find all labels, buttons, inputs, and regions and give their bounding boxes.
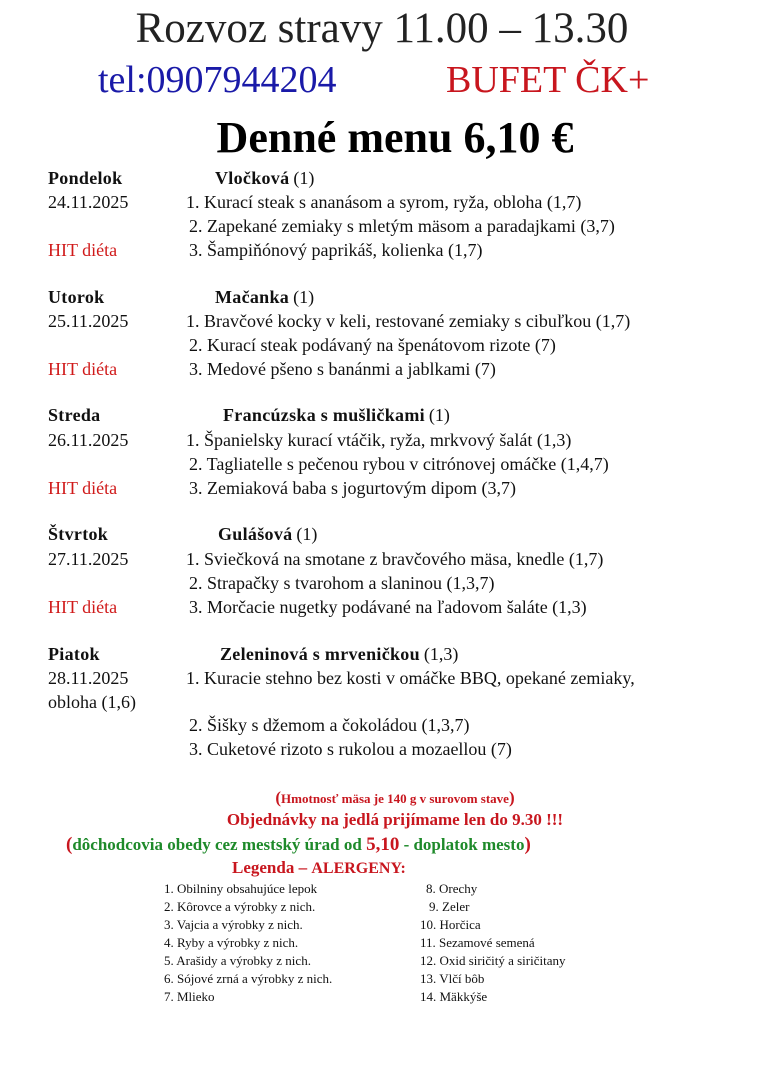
day-name-tuesday: Utorok — [48, 287, 105, 307]
dish-item: 3. Zemiaková baba s jogurtovým dipom (3,7) — [189, 478, 516, 498]
hit-diet-label: HIT diéta — [48, 240, 118, 260]
dish-item: 1. Sviečková na smotane z bravčového mäsa, knedle (1,7) — [186, 549, 604, 569]
date-friday: 28.11.2025 — [48, 668, 129, 688]
dish-item: 3. Medové pšeno s banánmi a jablkami (7) — [189, 359, 496, 379]
allergen-item: 6. Sójové zrná a výrobky z nich. — [164, 971, 333, 986]
date-monday: 24.11.2025 — [48, 192, 129, 212]
dish-item: 1. Kuracie stehno bez kosti v omáčke BBQ, opekané zemiaky, — [186, 668, 635, 688]
order-deadline-note: Objednávky na jedlá prijímame len do 9.30 !!! — [226, 810, 564, 829]
allergen-item: 10. Horčica — [420, 917, 481, 932]
allergen-item: 1. Obilniny obsahujúce lepok — [164, 881, 318, 896]
hit-diet-label: HIT diéta — [48, 597, 118, 617]
allergen-item: 9. Zeler — [429, 899, 470, 914]
dish-item: 2. Zapekané zemiaky s mletým mäsom a paradajkami (3,7) — [189, 216, 615, 236]
delivery-hours: Rozvoz stravy 11.00 – 13.30 — [135, 5, 629, 52]
allergen-item: 12. Oxid siričitý a siričitany — [420, 953, 566, 968]
hit-diet-label: HIT diéta — [48, 478, 118, 498]
soup-name: Francúzska s mušličkami — [223, 405, 425, 425]
dish-item: 1. Španielsky kurací vtáčik, ryža, mrkvový šalát (1,3) — [186, 430, 572, 450]
soup-monday — [215, 168, 314, 189]
soup-allergens: (1) — [293, 168, 315, 188]
soup-allergens: (1,3) — [423, 644, 459, 664]
allergen-item: 4. Ryby a výrobky z nich. — [164, 935, 299, 950]
dish-item: 3. Šampiňónový paprikáš, kolienka (1,7) — [189, 240, 483, 260]
soup-name: Vločková — [215, 168, 290, 188]
soup-wednesday — [223, 405, 450, 426]
soup-allergens: (1) — [296, 524, 318, 544]
date-wednesday: 26.11.2025 — [48, 430, 129, 450]
soup-name: Zeleninová s mrveničkou — [220, 644, 420, 664]
meat-weight-note: (Hmotnosť mäsa je 140 g v surovom stave) — [275, 788, 515, 807]
allergen-item: 5. Arašidy a výrobky z nich. — [164, 953, 311, 968]
day-name-friday: Piatok — [48, 644, 100, 664]
date-thursday: 27.11.2025 — [48, 549, 129, 569]
allergen-item: 7. Mlieko — [164, 989, 215, 1004]
phone-number[interactable]: tel:0907944204 — [98, 59, 337, 101]
soup-thursday — [218, 524, 317, 545]
pensioner-note: (dôchodcovia obedy cez mestský úrad od 5,10 - doplatok mesto) — [66, 834, 531, 855]
dish-item: 3. Cuketové rizoto s rukolou a mozaellou (7) — [189, 739, 512, 759]
allergen-item: 14. Mäkkýše — [420, 989, 488, 1004]
dish-item: 1. Bravčové kocky v keli, restované zemiaky s cibuľkou (1,7) — [186, 311, 631, 331]
allergen-item: 11. Sezamové semená — [420, 935, 535, 950]
soup-allergens: (1) — [428, 405, 450, 425]
day-name-wednesday: Streda — [48, 405, 101, 425]
dish-item: 2. Tagliatelle s pečenou rybou v citrónovej omáčke (1,4,7) — [189, 454, 609, 474]
soup-name: Mačanka — [215, 287, 290, 307]
allergen-item: 13. Vlčí bôb — [420, 971, 485, 986]
allergen-item: 8. Orechy — [426, 881, 478, 896]
dish-item: 3. Morčacie nugetky podávané na ľadovom šaláte (1,3) — [189, 597, 587, 617]
dish-item: 2. Strapačky s tvarohom a slaninou (1,3,7) — [189, 573, 495, 593]
menu-title: Denné menu 6,10 € — [216, 113, 574, 162]
shop-name: BUFET ČK+ — [446, 59, 650, 101]
dish-continuation: obloha (1,6) — [48, 692, 136, 712]
soup-name: Gulášová — [218, 524, 293, 544]
day-name-thursday: Štvrtok — [48, 524, 109, 544]
soup-friday — [220, 644, 458, 665]
soup-tuesday — [215, 287, 314, 308]
day-name-monday: Pondelok — [48, 168, 123, 188]
date-tuesday: 25.11.2025 — [48, 311, 129, 331]
allergen-item: 2. Kôrovce a výrobky z nich. — [164, 899, 316, 914]
allergen-item: 3. Vajcia a výrobky z nich. — [164, 917, 303, 932]
dish-item: 2. Šišky s džemom a čokoládou (1,3,7) — [189, 715, 470, 735]
hit-diet-label: HIT diéta — [48, 359, 118, 379]
soup-allergens: (1) — [293, 287, 315, 307]
dish-item: 1. Kurací steak s ananásom a syrom, ryža, obloha (1,7) — [186, 192, 582, 212]
dish-item: 2. Kurací steak podávaný na špenátovom rizote (7) — [189, 335, 556, 355]
allergen-legend-title: Legenda – ALERGENY: — [232, 858, 406, 877]
